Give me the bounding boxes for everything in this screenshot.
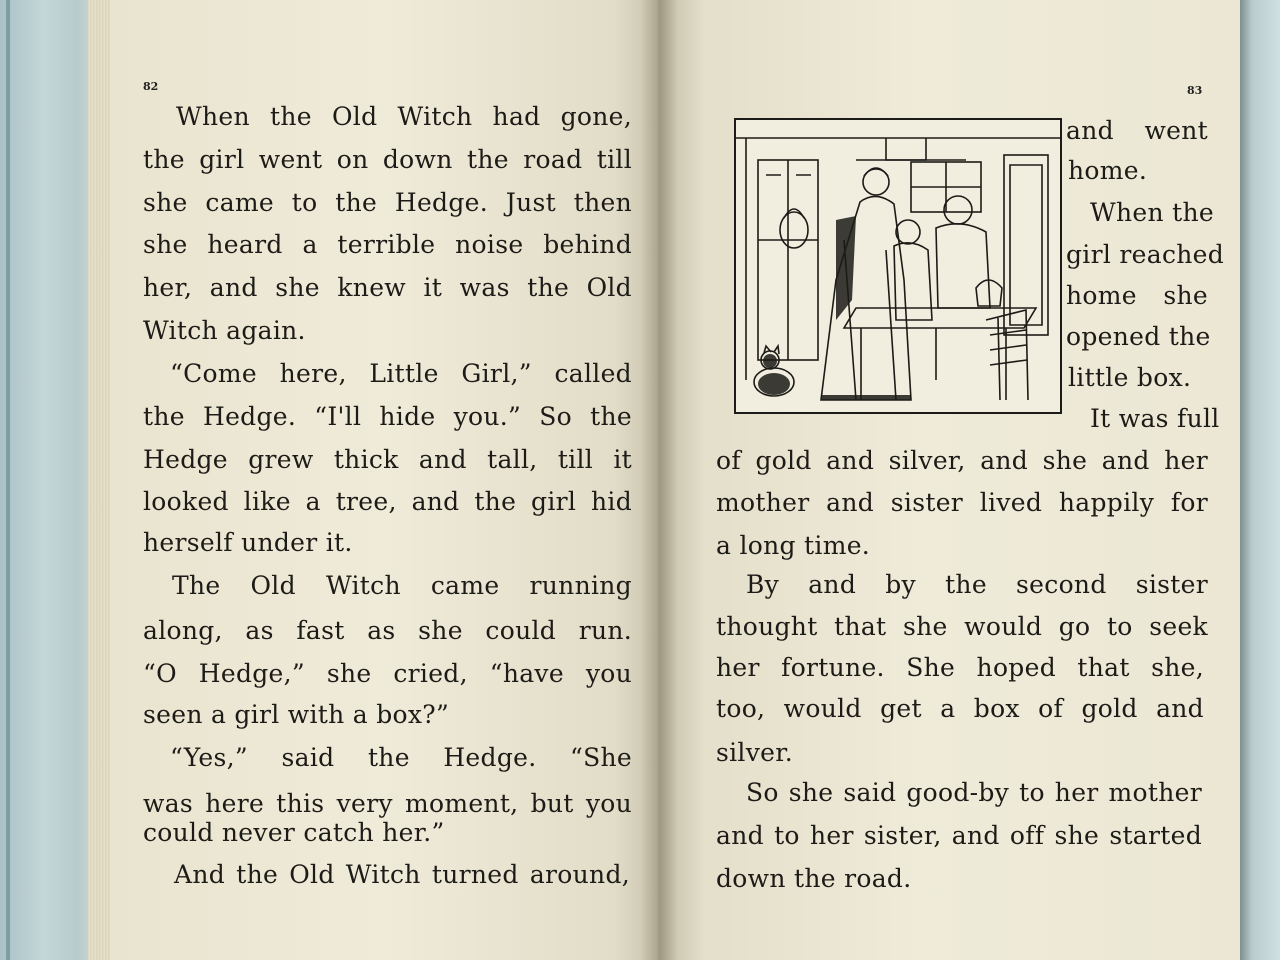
side-line-5: home she: [1066, 281, 1208, 310]
right-line-5: thought that she would go to seek: [716, 612, 1208, 641]
side-line-3: When the: [1090, 198, 1214, 227]
left-line-1: When the Old Witch had gone,: [176, 102, 632, 131]
left-line-7: “Come here, Little Girl,” called: [170, 359, 632, 388]
left-line-8: the Hedge. “I'll hide you.” So the: [143, 402, 632, 431]
left-line-2: the girl went on down the road till: [143, 145, 632, 174]
right-line-4: By and by the second sister: [746, 570, 1208, 599]
left-line-17: was here this very moment, but you: [143, 789, 632, 818]
side-line-6: opened the: [1066, 322, 1211, 351]
side-line-1: and went: [1066, 116, 1208, 145]
book-cover-right: [1240, 0, 1280, 960]
left-line-9: Hedge grew thick and tall, till it: [143, 445, 632, 474]
right-line-7: too, would get a box of gold and: [716, 694, 1204, 723]
right-line-10: and to her sister, and off she started: [716, 821, 1202, 850]
right-line-3: a long time.: [716, 531, 871, 560]
left-line-10: looked like a tree, and the girl hid: [143, 487, 632, 516]
left-line-13: along, as fast as she could run.: [143, 616, 632, 645]
left-line-14: “O Hedge,” she cried, “have you: [143, 659, 632, 688]
left-line-6: Witch again.: [143, 316, 306, 345]
page-number-left: 82: [143, 80, 159, 93]
left-line-19: And the Old Witch turned around,: [174, 860, 630, 889]
left-line-15: seen a girl with a box?”: [143, 700, 450, 729]
right-line-8: silver.: [716, 738, 793, 767]
right-line-6: her fortune. She hoped that she,: [716, 653, 1204, 682]
right-line-1: of gold and silver, and she and her: [716, 446, 1208, 475]
right-line-9: So she said good-by to her mother: [746, 778, 1202, 807]
book-gutter: [640, 0, 678, 960]
left-line-16: “Yes,” said the Hedge. “She: [170, 743, 632, 772]
side-line-8: It was full: [1090, 404, 1220, 433]
kitchen-scene-illustration: [736, 120, 1060, 412]
illustration: [734, 118, 1062, 414]
right-line-2: mother and sister lived happily for: [716, 488, 1208, 517]
side-line-7: little box.: [1068, 363, 1192, 392]
right-line-11: down the road.: [716, 864, 912, 893]
left-line-18: could never catch her.”: [143, 818, 445, 847]
side-line-2: home.: [1068, 156, 1148, 185]
left-line-12: The Old Witch came running: [172, 571, 632, 600]
left-line-11: herself under it.: [143, 528, 353, 557]
left-line-4: she heard a terrible noise behind: [143, 230, 632, 259]
page-number-right: 83: [1187, 84, 1203, 97]
side-line-4: girl reached: [1066, 240, 1225, 269]
left-line-3: she came to the Hedge. Just then: [143, 188, 632, 217]
left-line-5: her, and she knew it was the Old: [143, 273, 632, 302]
